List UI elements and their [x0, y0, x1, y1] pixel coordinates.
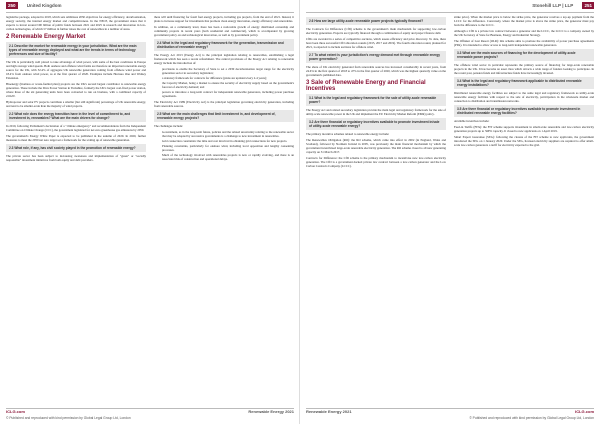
paragraph: In 2019, following Parliament's declaration of a "climate emergency" and recommendations from the Independent Committee on Climate Change (CCC), the government legislated for net zero greenhouse gas emissions by 2050. — [6, 124, 146, 132]
paragraph: Contracts for Difference: the CfD scheme is the primary mechanism to incentivise new low-carbon electricity generation. The CfD is a government-backed private law contract between a low-carbon generator and the Low Carbon Contracts Company (LCCC). — [306, 156, 446, 168]
question-box: 2.2 What role does the energy transition have in the level of commitment to, and investment in, renewables? What are the main drivers for change? — [6, 110, 146, 122]
question-box: 2.3 What role, if any, has civil society played in the promotion of renewable energy? — [6, 144, 146, 152]
left-columns — [6, 15, 294, 400]
list-item: • provisions to enable the Secretary of State to set a 2030 decarbonisation target range for the electricity generation sector in secondary legislation; — [162, 67, 294, 75]
right-col-1 — [306, 15, 446, 400]
paragraph: The challenges include: — [154, 124, 183, 128]
question-box: 3.1 What is the legal and regulatory framework for the sale of utility-scale renewable power? — [306, 94, 446, 106]
question-box: 2.4 What is the legal and regulatory framework for the generation, transmission and distribution of renewable energy? — [154, 39, 294, 51]
paragraph: The Electricity Act 1989 (Electricity Act) is the principal legislation governing electricity generation, including from renewable sources. — [154, 100, 294, 108]
right-columns — [306, 15, 594, 400]
right-header — [532, 3, 594, 12]
right-col-2 — [454, 15, 594, 400]
list-item: • Planning constraints, particularly for onshore wind, including local opposition and lengthy consenting processes. — [162, 144, 294, 152]
paragraph: The UK is particularly well placed to take advantage of wind power, with some of the best conditions in Europe and high average wind speeds. Both onshore and offshore wind farms are therefore an important renewable energy source for the UK, with 32.4% of aggregate UK renewable generation coming from offshore wind power and 18.4% from onshore wind power, as at the first quarter of 2020. Examples include Hornsea One and Walney Extension. — [6, 60, 146, 80]
right-page — [300, 0, 600, 424]
paragraph: In addition, on a community level, there has been a noticeable growth of energy distributed ownership and community projects in recent years (both residential and commercial), which is accompanied by growing government policy on and technological innovation, as well as by government policy. — [154, 25, 294, 37]
question-box: 2.6 How are large utility-scale renewable power projects typically financed? — [306, 17, 446, 25]
question-box: 2.1 Describe the market for renewable energy in your jurisdiction. What are the main types of renewable energy deployed and what are the trends in terms of technology preferences and size of facility? — [6, 42, 146, 58]
list-item: • Government, as in the long-term future, policies and the related uncertainty relating to the renewable sector that may be adopted by successive governments is a challenge to new investment in renewables. — [162, 130, 294, 138]
paragraph: The Energy Act and related secondary legislation provide the main legal and regulatory framework for the sale of utility-scale renewable power in the UK and implement the EU Electricity Market Reform (EMR) policy. — [306, 108, 446, 116]
paragraph: Bioenergy (biomass or waste-fuelled plant) projects are the UK's second largest contributor to renewable energy generation. These include the Drax Power Station in Yorkshire, formerly the UK's largest coal-fired power station, where three of the six generating units have been converted to run on biomass, with a combined capacity of 2.6GW. — [6, 82, 146, 98]
section-heading: 2 Renewable Energy Market — [6, 34, 86, 40]
list-item: • Grid connection constraints: the time and cost involved in obtaining grid connections for new projects. — [162, 139, 294, 143]
section-heading: 3 Sale of Renewable Energy and Financial Incentives — [306, 80, 426, 92]
right-footer-rule — [306, 408, 594, 409]
footer-site[interactable]: ICLG.com — [6, 409, 25, 414]
question-box: 2.5 What are the main challenges that limit investment in, and development of, renewable energy projects? — [154, 110, 294, 122]
paragraph: Hydropower and solar PV projects contribute a smaller (but still significant) percentage of UK renewable energy, and tend to be smaller-scale than the majority of wind projects. — [6, 100, 146, 108]
paragraph: The private sector has been subject to increasing awareness and implementation of "green" or "socially responsible" investment initiatives from both equity and debt providers. — [6, 154, 146, 162]
list-item: • Much of the technology involved with renewables projects is new or rapidly evolving, and there is an associated risk of construction and operational delays. — [162, 153, 294, 161]
paragraph: Although a CfD is a private law contract between a generator and the LCCC, the LCCC is a company owned by the UK Secretary of State for Business, Energy and Industrial Strategy. — [454, 29, 594, 37]
right-footer-copyright: © Published and reproduced with kind permission by Global Legal Group Ltd, London — [469, 416, 594, 420]
right-running-head: Stonehill LLP | LLP — [532, 3, 574, 8]
paragraph: The offshore wind sector in particular represents the primary source of financing for large-scale renewable projects in the UK. It has become an asset class which attracts a wide range of funders looking to participate. In the recent past, pension funds and infrastructure funds have increasingly invested. — [454, 63, 594, 75]
paragraph: The Energy Act 2013 (Energy Act) is the principal legislation relating to renewables, establishing a legal framework which has seen a recent refreshment. The central provisions of the Energy Act relating to renewable energy include the introduction of: — [154, 53, 294, 65]
left-footer-rule — [6, 408, 294, 409]
left-header — [6, 3, 62, 12]
paragraph: The primary incentive schemes related to renewable energy include: — [306, 132, 390, 136]
paragraph: Distributed renewable energy facilities are subject to the same legal and regulatory framework as utility-scale renewable energy facilities with respect to the sale of electricity, participation in the wholesale market and connection to distribution and transmission networks. — [454, 91, 594, 103]
paragraph: legislative package, adopted in 2018, which sets ambitious 2030 objectives for energy efficiency, decarbonisation, energy security, the internal energy market and competitiveness. In the NECP, the government states that it expects to invest around £90 billion of public funds between 2021 and 2025 in research and innovation in low-carbon technologies, of which £7 million in further raises the cost of renewables in a number of areas. — [6, 15, 146, 31]
paragraph: CfDs are awarded in a series of competitive auctions, which assess efficiency and price discovery. To date, there have been three successful CfD allocation rounds (2015, 2017 and 2019). The fourth allocation round, planned for 2021, is expected to include auctions for offshore wind. — [306, 37, 446, 49]
footer-site[interactable]: ICLG.com — [575, 409, 594, 414]
list-item: • the Capacity Market, being a market to ensure the security of electricity supply based on the government's forecast of electricity demand; and — [162, 81, 294, 89]
paragraph: The Offtaker of Last Resort (OLR): this scheme aims to promote the availability of power purchase agreements (PPA). It is intended to allow access to long-term independent renewable generators. — [454, 39, 594, 47]
right-page-number: 251 — [584, 3, 592, 8]
paragraph: Smart Export Guarantee (SEG): following the closure of the FIT scheme to new applicants, the government introduced the SEG on 1 January 2020. Under the SEG, licensed electricity suppliers are required to offer small-scale low-carbon generators a tariff for electricity exported to the grid. — [454, 135, 594, 147]
question-box: 3.5 Are there financial or regulatory incentives available to promote investment in distributed renewable energy facilities? — [454, 105, 594, 117]
bullet-list — [154, 130, 294, 161]
question-box: 3.2 Are there financial or regulatory incentives available to promote investment in/sale of utility-scale renewable energy? — [306, 118, 446, 130]
footer-title: Renewable Energy 2021 — [248, 409, 294, 414]
left-running-head: United Kingdom — [26, 3, 62, 8]
paragraph: The Renewables Obligation (RO): the RO scheme, which came into effect in 2002 (in England, Wales and Scotland), followed by Northern Ireland in 2005, was previously the main financial mechanism by which the government incentivised large-scale renewable electricity generation. The RO scheme closed to all new generating capacity on 31 March 2017. — [306, 138, 446, 154]
question-box: 3.4 What is the legal and regulatory framework applicable to distributed renewable energy installations? — [454, 77, 594, 89]
left-footer-copyright: © Published and reproduced with kind permission by Global Legal Group Ltd, London — [6, 416, 131, 420]
paragraph: The share of UK electricity generated from renewable sources has increased considerably in recent years, from 24.6% in the first quarter of 2018 to 47% in the first quarter of 2020, which was the highest quarterly value on the government's published data. — [306, 65, 446, 77]
list-item: • a statutory framework for contracts for difference (plans are updated every 2-4 years); — [162, 76, 294, 80]
paragraph: Available incentives include: — [454, 119, 490, 123]
left-header-rule — [6, 12, 294, 13]
list-item: • powers to introduce a long-term contract for independent renewable generators, including power purchase agreements. — [162, 90, 294, 98]
paragraph: Feed-in Tariffs (FITs): the FIT scheme supports investment in small-scale renewable and low-carbon electricity generation projects up to 5MW capacity. It closed to new applicants on 1 April 2019. — [454, 125, 594, 133]
paragraph: The Contracts for Difference (CfD) scheme is the government's main mechanism for supporting low-carbon electricity generation. Projects are typically financed through a combination of equity and project finance debt. — [306, 27, 446, 35]
left-footer — [6, 409, 294, 414]
bullet-list — [154, 67, 294, 98]
paragraph: strike price). When the market price is below the strike price, the generator receives a top-up payment from the LCCC for the difference. Conversely, where the market price is above the strike price, the generator must pay back the difference to the LCCC. — [454, 15, 594, 27]
question-box: 3.3 What are the main sources of financing for the development of utility-scale renewable power projects? — [454, 49, 594, 61]
question-box: 2.7 To what extent is your jurisdiction's energy demand met through renewable energy power generation? — [306, 51, 446, 63]
left-col-2 — [154, 15, 294, 400]
right-footer — [306, 409, 594, 414]
footer-title: Renewable Energy 2021 — [306, 409, 352, 414]
paragraph: there will until financing for fossil fuel energy projects, including gas projects, from the end of 2021. Instead, it plans to increase support for investments that promote clean energy innovation, energy efficiency and renewables. — [154, 15, 294, 23]
left-col-1 — [6, 15, 146, 400]
right-header-rule — [306, 12, 594, 13]
left-page-number: 250 — [8, 3, 16, 8]
paragraph: The government's Energy White Paper is expected to be published in the autumn of 2020. In 2020, further measures to meet the 2050 net zero target set a framework for the scaling up of renewable generation. — [6, 134, 146, 142]
